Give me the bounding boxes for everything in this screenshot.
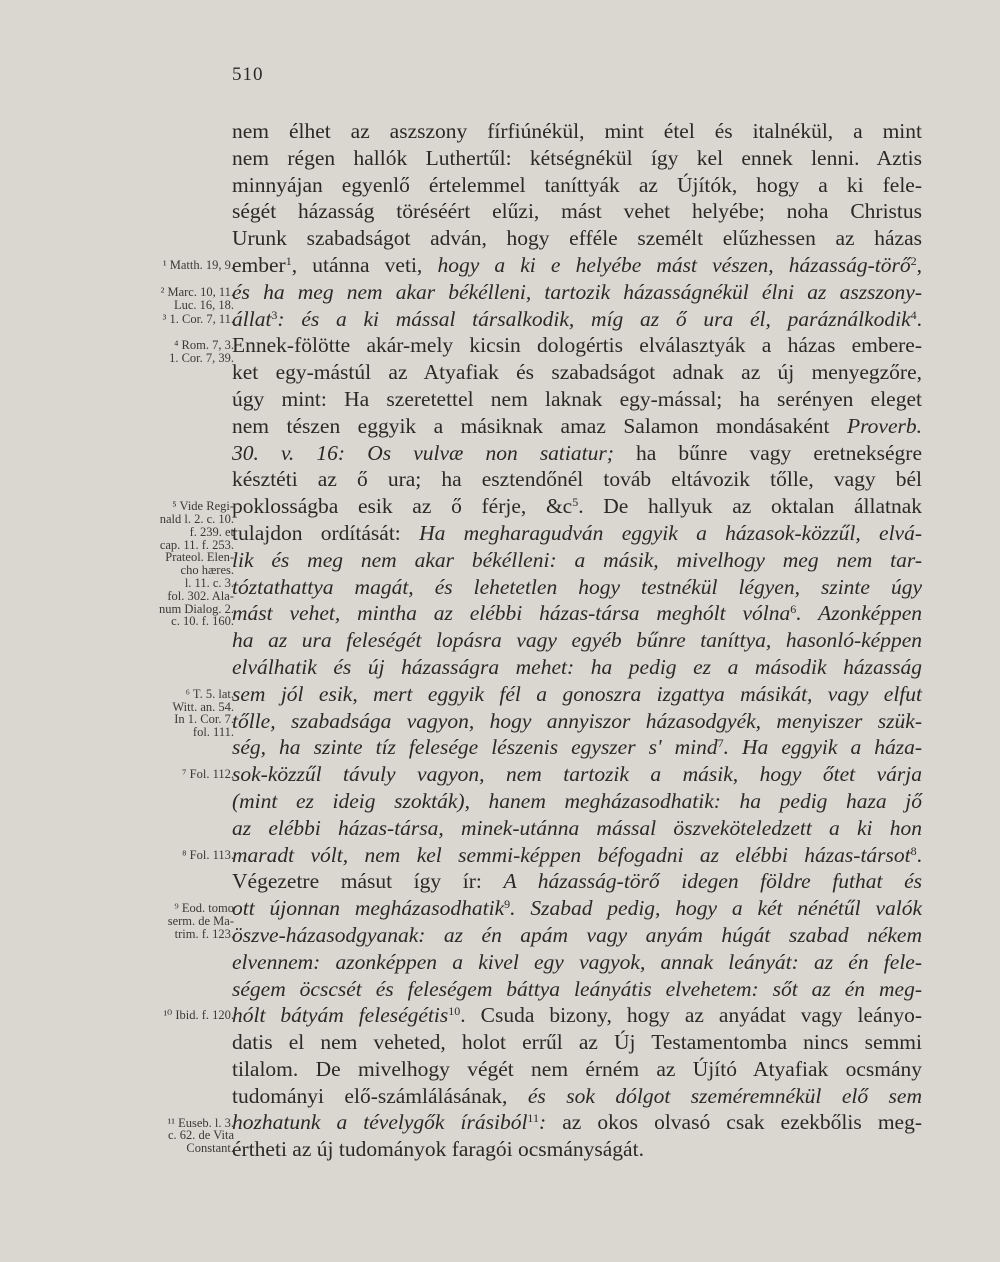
text-line bbox=[232, 1056, 922, 1083]
text-line bbox=[232, 1083, 922, 1110]
text-line bbox=[232, 842, 922, 869]
italic-text: sok-közzűl távuly vagyon, nem tartozik a másik, hogy őtet várja bbox=[232, 762, 922, 787]
margin-note-line: ¹ Matth. 19, 9. bbox=[162, 258, 234, 272]
italic-text: maradt vólt, nem kel semmi-képpen béfogadni az elébbi házas-társot bbox=[232, 842, 911, 867]
text-segment: tudományi elő-számlálásának, bbox=[232, 1083, 528, 1108]
text-line bbox=[232, 654, 922, 681]
text-segment: nem tészen eggyik a másiknak amaz Salamon mondásaként bbox=[232, 413, 847, 438]
italic-text: öszve-házasodgyanak: az én apám vagy anyám húgát szabad nékem bbox=[232, 922, 922, 947]
text-segment: ember bbox=[232, 252, 286, 277]
margin-note-line: serm. de Ma- bbox=[167, 913, 234, 928]
text-segment: . De hallyuk az oktalan állatnak bbox=[578, 494, 922, 519]
italic-text: tőlle, szabadsága vagyon, hogy annyiszor házasodgyék, menyiszer szük- bbox=[232, 708, 922, 733]
italic-text: hogy a ki e helyébe mást vészen, házasság-törő bbox=[437, 252, 911, 277]
text-line bbox=[232, 574, 922, 601]
margin-note bbox=[112, 768, 234, 781]
text-line bbox=[232, 895, 922, 922]
text-segment: , bbox=[916, 252, 922, 277]
margin-note bbox=[112, 500, 234, 628]
text-segment: Ennek-fölötte akár-mely kicsin dologértis elválasztyák a házas embere- bbox=[232, 333, 922, 358]
margin-note-line: ² Marc. 10, 11. bbox=[160, 284, 234, 299]
text-line bbox=[232, 976, 922, 1003]
text-line bbox=[232, 252, 922, 279]
text-segment: , utánna veti, bbox=[291, 252, 438, 277]
margin-note bbox=[112, 1117, 234, 1155]
italic-text: elvennem: azonképpen a kivel egy vagyok, annak leányát: az én fele- bbox=[232, 949, 922, 974]
margin-note-line: num Dialog. 2. bbox=[159, 601, 234, 616]
italic-text: ott újonnan megházasodhatik bbox=[232, 896, 505, 921]
footnote-ref: 6 bbox=[790, 602, 797, 617]
italic-text: A házasság-törő idegen földre futhat és bbox=[503, 869, 923, 894]
margin-note bbox=[112, 286, 234, 312]
italic-text: . Ha eggyik a háza- bbox=[723, 735, 922, 760]
margin-note-line: Luc. 16, 18. bbox=[173, 297, 234, 312]
italic-text: az elébbi házas-társa, minek-utánna mással öszveköteledzett a ki hon bbox=[232, 815, 922, 840]
italic-text: hólt bátyám feleségétis bbox=[232, 1003, 449, 1028]
margin-note-line: ⁹ Eod. tomo bbox=[174, 901, 234, 916]
italic-text: és ha meg nem akar békélleni, tartozik házasságnékül élni az aszszony- bbox=[232, 279, 922, 304]
margin-note-line: l. 11. c. 3. bbox=[184, 575, 234, 590]
text-line bbox=[232, 815, 922, 842]
text-segment: az okos olvasó csak ezekbőlis meg- bbox=[546, 1110, 922, 1135]
italic-text: (mint ez ideig szokták), hanem megházasodhatik: ha pedig haza jő bbox=[232, 788, 922, 813]
italic-text: sem jól esik, mert eggyik fél a gonoszra izgattya másikát, vagy elfut bbox=[232, 681, 922, 706]
text-line bbox=[232, 1109, 922, 1136]
footnote-ref: 5 bbox=[572, 495, 579, 510]
text-line bbox=[232, 332, 922, 359]
italic-text: és sok dólgot szeméremnékül elő sem bbox=[527, 1083, 922, 1108]
margin-note-line: Witt. an. 54. bbox=[172, 699, 234, 714]
text-segment: ségét házasság töréséért elűzi, mást vehet helyébe; noha Christus bbox=[232, 199, 922, 224]
margin-note-line: nald l. 2. c. 10. bbox=[159, 511, 234, 526]
body-text bbox=[232, 118, 922, 1163]
margin-note bbox=[112, 1009, 234, 1022]
margin-note-line: In 1. Cor. 7. bbox=[174, 712, 234, 727]
margin-note-line: cap. 11. f. 253. bbox=[159, 537, 234, 552]
italic-text: hozhatunk a tévelygők írásiból bbox=[232, 1110, 528, 1135]
text-line bbox=[232, 708, 922, 735]
margin-note-line: trim. f. 123. bbox=[174, 926, 234, 941]
italic-text: . Szabad pedig, hogy a két nénétűl valók bbox=[510, 896, 922, 921]
italic-text: 30. v. 16: Os vulvæ non satiatur; bbox=[232, 440, 614, 465]
margin-note-line: ¹¹ Euseb. l. 3. bbox=[167, 1115, 234, 1130]
text-line bbox=[232, 681, 922, 708]
italic-text: : és a ki mással társalkodik, míg az ő ura él, paráználkodik bbox=[277, 306, 911, 331]
italic-text: Ha megharagudván eggyik a házasok-közzűl, elvá- bbox=[419, 520, 923, 545]
italic-text: állat bbox=[232, 306, 272, 331]
margin-note-line: ¹⁰ Ibid. f. 120. bbox=[163, 1008, 234, 1023]
margin-note-line: Prateol. Elen- bbox=[165, 550, 234, 565]
text-segment: Urunk szabadságot adván, hogy efféle személt elűzhessen az házas bbox=[232, 226, 922, 251]
margin-note-line: cho hæres. bbox=[180, 563, 234, 578]
text-line bbox=[232, 734, 922, 761]
margin-note bbox=[112, 688, 234, 739]
text-line bbox=[232, 145, 922, 172]
text-line bbox=[232, 868, 922, 895]
footnote-ref: 7 bbox=[717, 736, 724, 751]
italic-text: lik és meg nem akar békélleni: a másik, mivelhogy meg nem tar- bbox=[232, 547, 922, 572]
text-line bbox=[232, 386, 922, 413]
text-segment: ket egy-mástúl az Atyafiak és szabadságot adnak az új menyegzőre, bbox=[232, 360, 922, 385]
footnote-ref: 9 bbox=[504, 897, 511, 912]
text-segment: datis el nem veheted, holot errűl az Új Testamentomba nincs semmi bbox=[232, 1030, 922, 1055]
text-segment: tilalom. De mivelhogy végét nem érném az Újító Atyafiak ocsmány bbox=[232, 1056, 922, 1081]
text-line bbox=[232, 279, 922, 306]
text-line bbox=[232, 761, 922, 788]
footnote-ref: 10 bbox=[448, 1004, 461, 1019]
text-line bbox=[232, 172, 922, 199]
margin-note-line: ⁴ Rom. 7, 3. bbox=[174, 338, 234, 353]
text-line bbox=[232, 198, 922, 225]
italic-text: tóztathattya magát, és lehetetlen hogy testnékül légyen, szinte úgy bbox=[232, 574, 922, 599]
text-segment: poklosságba esik az ő férje, &c bbox=[232, 494, 573, 519]
text-line bbox=[232, 493, 922, 520]
italic-text: : bbox=[538, 1110, 547, 1135]
text-segment: . bbox=[916, 306, 922, 331]
footnote-ref: 1 bbox=[285, 253, 292, 268]
text-segment: minnyájan egyenlő értelemmel taníttyák az Újítók, hogy a ki fele- bbox=[232, 172, 922, 197]
text-line bbox=[232, 118, 922, 145]
text-line bbox=[232, 600, 922, 627]
margin-note-line: c. 10. f. 160. bbox=[171, 614, 234, 629]
text-segment: . Csuda bizony, hogy az anyádat vagy leányo- bbox=[460, 1003, 922, 1028]
footnote-ref: 8 bbox=[910, 843, 917, 858]
text-line bbox=[232, 1029, 922, 1056]
margin-note bbox=[112, 313, 234, 326]
text-segment: úgy mint: Ha szeretettel nem laknak egy-mással; ha serényen eleget bbox=[232, 386, 922, 411]
margin-note-line: 1. Cor. 7, 39. bbox=[169, 351, 234, 366]
text-line bbox=[232, 547, 922, 574]
margin-note-line: fol. 111. bbox=[192, 725, 234, 740]
margin-note-line: ⁸ Fol. 113. bbox=[182, 847, 234, 862]
text-line bbox=[232, 788, 922, 815]
margin-note bbox=[112, 902, 234, 940]
text-line bbox=[232, 627, 922, 654]
footnote-ref: 4 bbox=[910, 307, 917, 322]
footnote-ref: 11 bbox=[527, 1111, 539, 1126]
text-line bbox=[232, 440, 922, 467]
margin-note-line: f. 239. et bbox=[189, 524, 234, 539]
margin-note bbox=[112, 849, 234, 862]
margin-note-line: Constant. bbox=[186, 1141, 234, 1156]
text-segment: értheti az új tudományok faragói ocsmányságát. bbox=[232, 1137, 644, 1162]
text-segment: ha bűnre vagy eretnekségre bbox=[613, 440, 922, 465]
text-segment: késztéti az ő ura; ha esztendőnél továb eltávozik tőlle, vagy bél bbox=[232, 467, 922, 492]
footnote-ref: 2 bbox=[910, 253, 917, 268]
italic-text: ha az ura feleségét lopásra vagy egyéb bűnre taníttya, hasonló-képpen bbox=[232, 628, 922, 653]
text-line bbox=[232, 922, 922, 949]
margin-note-line: fol. 302. Ala- bbox=[167, 588, 234, 603]
text-line bbox=[232, 413, 922, 440]
margin-note bbox=[112, 339, 234, 365]
text-line bbox=[232, 359, 922, 386]
italic-text: mást vehet, mintha az elébbi házas-társa meghólt vólna bbox=[232, 601, 791, 626]
text-segment: Végezetre másut így ír: bbox=[232, 869, 504, 894]
margin-note-line: ⁶ T. 5. lat. bbox=[185, 686, 234, 701]
text-line bbox=[232, 1136, 922, 1163]
text-line bbox=[232, 306, 922, 333]
text-segment: tulajdon ordítását: bbox=[232, 520, 420, 545]
italic-text: ségem öcscsét és feleségem báttya leányátis elvehetem: sőt az én meg- bbox=[232, 976, 922, 1001]
text-line bbox=[232, 949, 922, 976]
text-line bbox=[232, 466, 922, 493]
italic-text: elválhatik és új házasságra mehet: ha pedig ez a második házasság bbox=[232, 654, 922, 679]
margin-note-line: ³ 1. Cor. 7, 11. bbox=[162, 311, 234, 326]
margin-note-line: c. 62. de Vita bbox=[167, 1128, 234, 1143]
italic-text: . Azonképpen bbox=[796, 601, 922, 626]
italic-text: ség, ha szinte tíz felesége lészenis egyszer s' mind bbox=[232, 735, 718, 760]
margin-note bbox=[112, 259, 234, 272]
footnote-ref: 3 bbox=[271, 307, 278, 322]
text-line bbox=[232, 520, 922, 547]
text-line bbox=[232, 225, 922, 252]
text-segment: nem élhet az aszszony fírfiúnékül, mint étel és italnékül, a mint bbox=[232, 119, 922, 143]
text-line bbox=[232, 1002, 922, 1029]
page-number: 510 bbox=[232, 64, 264, 85]
margin-note-line: ⁵ Vide Regi- bbox=[172, 499, 234, 514]
margin-note-line: ⁷ Fol. 112. bbox=[182, 767, 234, 782]
text-segment: nem régen hallók Luthertűl: kétségnékül így kel ennek lenni. Aztis bbox=[232, 145, 922, 170]
italic-text: Proverb. bbox=[846, 413, 922, 438]
text-segment: . bbox=[916, 842, 922, 867]
